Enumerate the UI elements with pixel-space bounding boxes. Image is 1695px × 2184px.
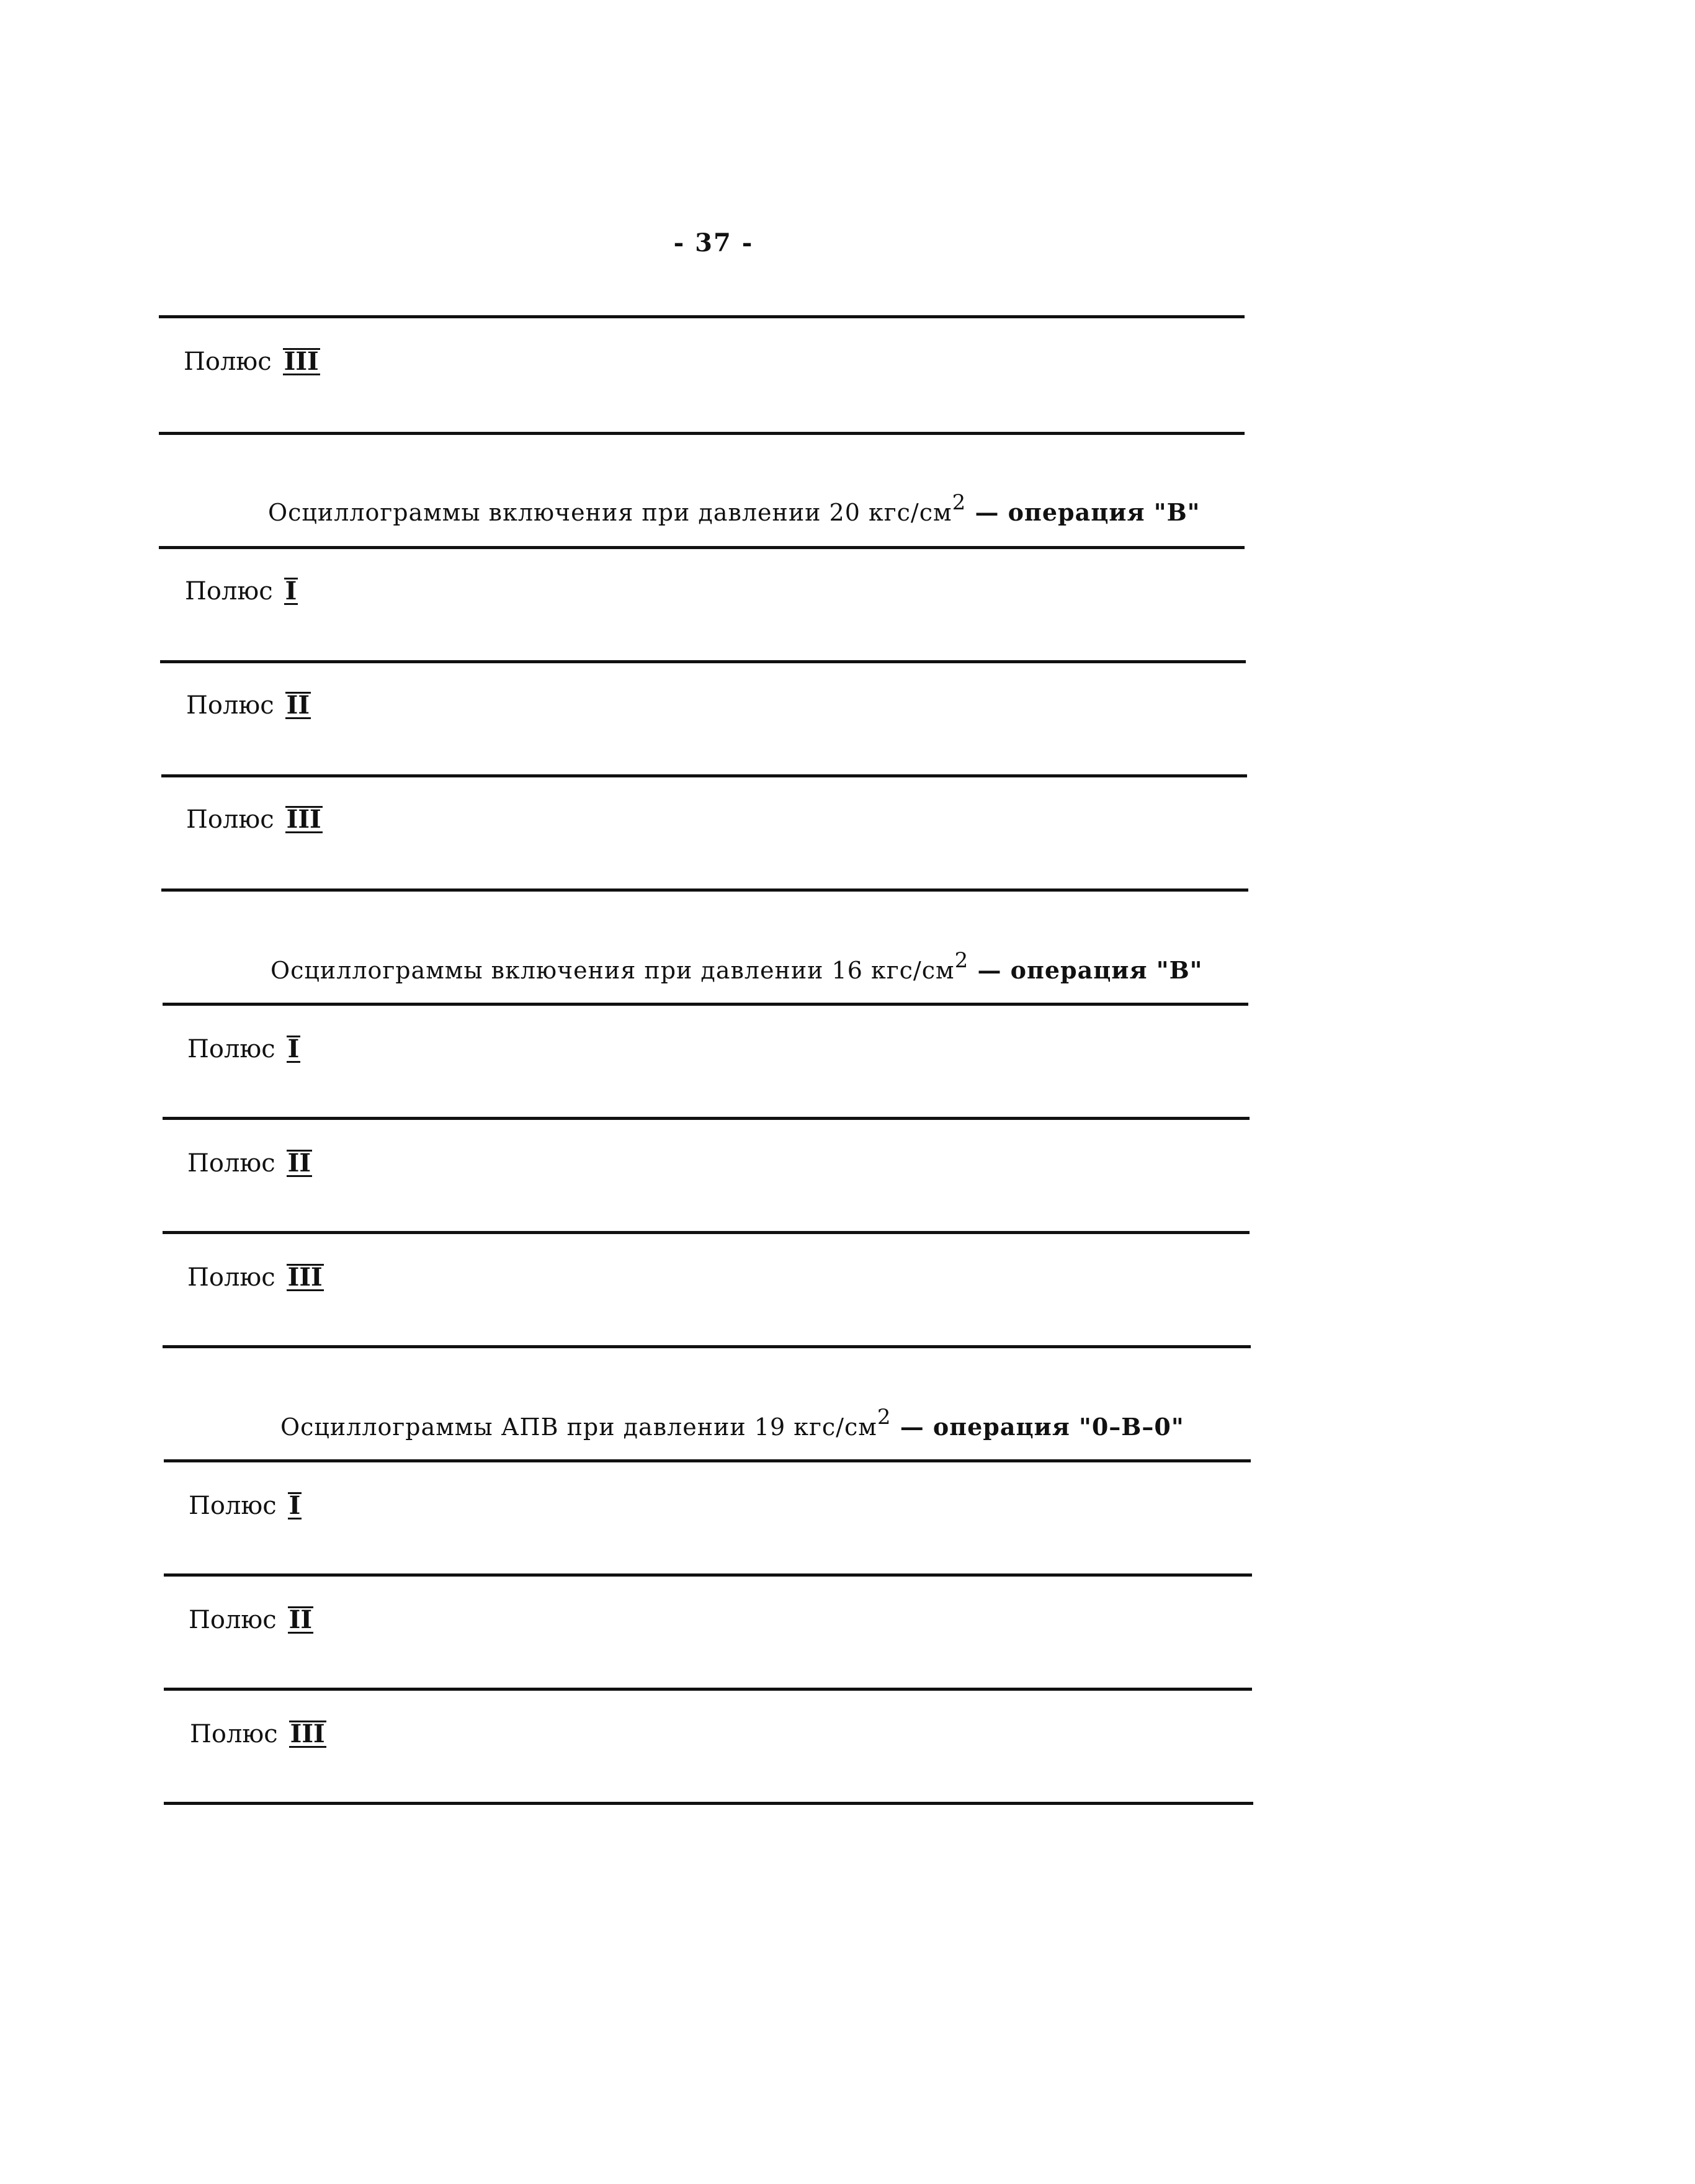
- pole-label: [185, 577, 298, 606]
- page-number: - 37 -: [673, 228, 754, 257]
- pole-label: [189, 1492, 302, 1520]
- pole-label: [189, 1606, 313, 1634]
- rule: [163, 1003, 1248, 1006]
- pole-word: Полюс: [187, 1035, 275, 1063]
- pole-word: Полюс: [185, 577, 273, 606]
- heading-text: Осциллограммы включения при давлении 16 кгс/см: [271, 957, 955, 984]
- rule: [163, 1345, 1251, 1348]
- pole-word: Полюс: [189, 1492, 277, 1520]
- heading-operation: — операция "В": [966, 498, 1201, 526]
- pole-word: Полюс: [187, 1263, 275, 1292]
- pole-label: [186, 805, 323, 834]
- pole-numeral: II: [288, 1605, 313, 1634]
- pole-word: Полюс: [189, 1606, 277, 1634]
- rule: [161, 774, 1247, 777]
- rule: [159, 546, 1245, 549]
- heading-text: Осциллограммы включения при давлении 20 кгс/см: [268, 499, 952, 526]
- pole-numeral: I: [288, 1491, 301, 1520]
- pole-label: [187, 1035, 300, 1063]
- section-heading: [280, 1405, 1184, 1441]
- heading-superscript: 2: [877, 1405, 892, 1430]
- pole-word: Полюс: [186, 805, 274, 834]
- section-heading: [271, 948, 1202, 984]
- rule: [161, 888, 1248, 892]
- pole-numeral: I: [287, 1034, 300, 1063]
- rule: [164, 1573, 1252, 1577]
- rule: [160, 660, 1246, 663]
- pole-word: Полюс: [187, 1149, 275, 1178]
- pole-label: [186, 691, 311, 720]
- rule: [159, 315, 1245, 318]
- pole-numeral: III: [286, 805, 321, 834]
- heading-operation: — операция "В": [968, 956, 1203, 984]
- rule: [164, 1802, 1253, 1805]
- heading-text: Осциллограммы АПВ при давлении 19 кгс/см: [280, 1413, 877, 1441]
- pole-numeral: I: [285, 576, 297, 606]
- pole-word: Полюс: [190, 1720, 278, 1748]
- pole-label: [187, 1149, 312, 1178]
- pole-numeral: III: [284, 347, 319, 376]
- pole-numeral: III: [287, 1263, 323, 1292]
- section-heading: [268, 490, 1200, 526]
- pole-numeral: II: [286, 691, 310, 720]
- pole-numeral: III: [290, 1719, 325, 1748]
- pole-label: [187, 1263, 324, 1292]
- rule: [164, 1688, 1252, 1691]
- pole-word: Полюс: [184, 347, 272, 376]
- rule: [164, 1459, 1251, 1462]
- heading-superscript: 2: [952, 490, 967, 515]
- pole-word: Полюс: [186, 691, 274, 720]
- pole-label: [190, 1720, 326, 1748]
- heading-operation: — операция "0–В–0": [891, 1413, 1184, 1441]
- rule: [163, 1231, 1250, 1234]
- pole-numeral: II: [287, 1148, 311, 1178]
- rule: [159, 432, 1245, 435]
- heading-superscript: 2: [954, 948, 969, 973]
- pole-label: [184, 347, 320, 376]
- rule: [163, 1117, 1250, 1120]
